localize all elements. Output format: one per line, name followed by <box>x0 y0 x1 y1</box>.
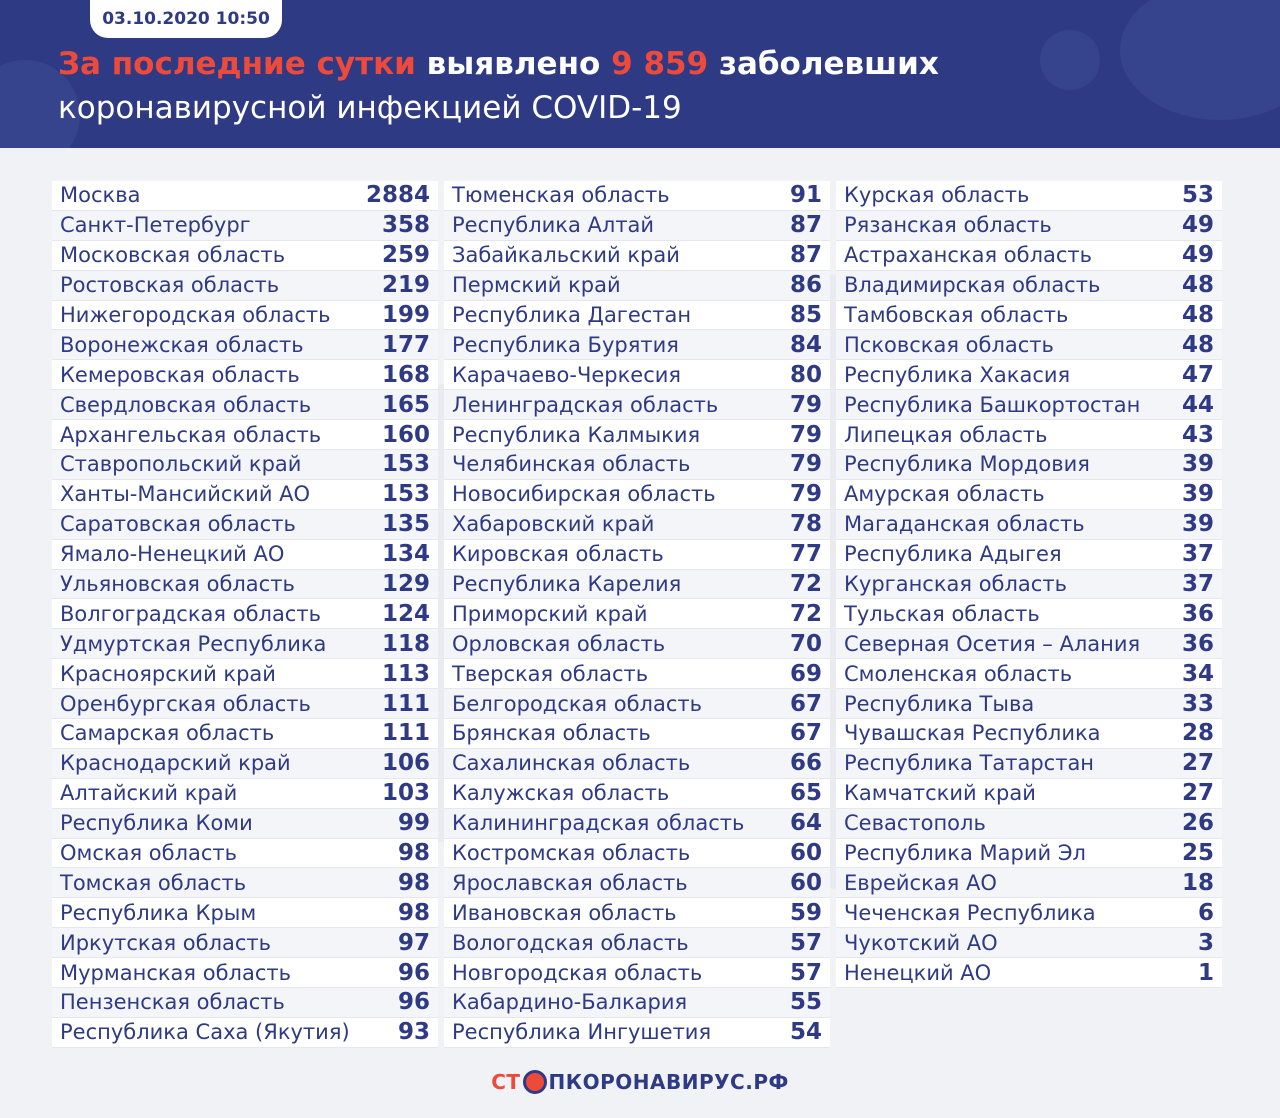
region-row <box>52 330 438 360</box>
region-count: 37 <box>1181 571 1214 598</box>
region-row <box>836 958 1222 988</box>
region-name: Курганская область <box>844 572 1067 597</box>
region-row <box>836 241 1222 271</box>
region-name: Белгородская область <box>452 691 702 716</box>
region-count: 55 <box>789 989 822 1016</box>
region-count: 47 <box>1181 361 1214 388</box>
region-row <box>836 868 1222 898</box>
region-name: Псковская область <box>844 332 1054 357</box>
region-name: Волгоградская область <box>60 601 321 626</box>
region-count: 97 <box>397 929 430 956</box>
region-count: 49 <box>1181 242 1214 269</box>
region-row <box>836 659 1222 689</box>
region-name: Республика Адыгея <box>844 542 1062 567</box>
virus-stop-icon <box>523 1070 547 1094</box>
region-count: 106 <box>381 750 430 777</box>
region-row <box>52 779 438 809</box>
logo-text-left: СТ <box>491 1070 521 1094</box>
region-name: Орловская область <box>452 631 666 656</box>
region-row <box>52 898 438 928</box>
region-count: 36 <box>1181 630 1214 657</box>
region-count: 48 <box>1181 331 1214 358</box>
region-name: Тверская область <box>452 661 649 686</box>
logo-text-right: ПКОРОНАВИРУС.РФ <box>548 1070 789 1094</box>
region-count: 57 <box>789 929 822 956</box>
region-count: 135 <box>381 511 430 538</box>
region-row <box>836 540 1222 570</box>
region-count: 153 <box>381 451 430 478</box>
region-name: Пензенская область <box>60 990 285 1015</box>
region-name: Республика Ингушетия <box>452 1020 712 1045</box>
region-count: 111 <box>381 720 430 747</box>
region-name: Томская область <box>60 870 247 895</box>
region-count: 2884 <box>365 182 430 209</box>
region-count: 165 <box>381 391 430 418</box>
region-name: Республика Тыва <box>844 691 1035 716</box>
region-row <box>52 689 438 719</box>
region-count: 79 <box>789 481 822 508</box>
region-row <box>444 510 830 540</box>
region-row <box>52 629 438 659</box>
region-name: Хабаровский край <box>452 512 655 537</box>
region-name: Алтайский край <box>60 781 238 806</box>
region-row <box>52 211 438 241</box>
region-name: Владимирская область <box>844 273 1101 298</box>
column-1 <box>52 181 438 1048</box>
region-count: 160 <box>381 421 430 448</box>
region-name: Ульяновская область <box>60 572 295 597</box>
region-row <box>444 659 830 689</box>
region-list <box>444 181 830 1048</box>
region-row <box>836 480 1222 510</box>
region-row <box>52 360 438 390</box>
region-count: 199 <box>381 302 430 328</box>
region-count: 87 <box>789 212 822 239</box>
region-count: 79 <box>789 421 822 448</box>
region-name: Смоленская область <box>844 661 1073 686</box>
region-row <box>52 599 438 629</box>
region-count: 64 <box>789 810 822 837</box>
region-row <box>52 719 438 749</box>
region-count: 103 <box>381 780 430 807</box>
region-name: Ивановская область <box>452 900 677 925</box>
region-row <box>444 928 830 958</box>
region-name: Омская область <box>60 841 238 866</box>
region-row <box>836 719 1222 749</box>
region-count: 48 <box>1181 302 1214 328</box>
region-name: Кировская область <box>452 542 664 567</box>
region-name: Самарская область <box>60 721 275 746</box>
region-count: 177 <box>381 331 430 358</box>
region-count: 99 <box>397 810 430 837</box>
region-row <box>444 301 830 331</box>
region-name: Чукотский АО <box>844 930 998 955</box>
region-name: Ханты-Мансийский АО <box>60 482 311 507</box>
region-row <box>836 779 1222 809</box>
region-row <box>444 689 830 719</box>
region-row <box>444 1018 830 1048</box>
region-count: 49 <box>1181 212 1214 239</box>
region-row <box>444 898 830 928</box>
region-count: 66 <box>789 750 822 777</box>
region-count: 70 <box>789 630 822 657</box>
headline-mid: выявлено <box>415 46 612 82</box>
region-name: Тамбовская область <box>844 303 1069 327</box>
region-row <box>836 181 1222 211</box>
region-count: 84 <box>789 331 822 358</box>
region-count: 98 <box>397 869 430 896</box>
region-row <box>52 420 438 450</box>
region-row <box>836 330 1222 360</box>
region-row <box>444 271 830 301</box>
region-count: 98 <box>397 899 430 926</box>
region-row <box>444 719 830 749</box>
region-count: 168 <box>381 361 430 388</box>
region-name: Республика Саха (Якутия) <box>60 1020 350 1045</box>
region-name: Курская область <box>844 183 1030 208</box>
region-name: Республика Башкортостан <box>844 392 1141 417</box>
region-row <box>836 420 1222 450</box>
region-name: Краснодарский край <box>60 751 291 776</box>
region-name: Новгородская область <box>452 960 703 985</box>
region-row <box>836 839 1222 869</box>
region-name: Забайкальский край <box>452 243 680 268</box>
headline-count: 9 859 <box>611 46 709 82</box>
region-row <box>444 779 830 809</box>
region-name: Республика Карелия <box>452 572 682 597</box>
region-count: 53 <box>1181 182 1214 209</box>
region-name: Карачаево-Черкесия <box>452 362 682 387</box>
region-name: Чеченская Республика <box>844 900 1096 925</box>
header-banner <box>0 0 1280 148</box>
region-count: 54 <box>789 1019 822 1046</box>
region-count: 358 <box>381 212 430 239</box>
region-count: 78 <box>789 511 822 538</box>
headline-end: заболевших <box>708 46 939 82</box>
region-count: 34 <box>1181 660 1214 687</box>
region-row <box>52 241 438 271</box>
region-name: Ямало-Ненецкий АО <box>60 542 285 567</box>
region-row <box>52 181 438 211</box>
region-row <box>444 480 830 510</box>
region-name: Республика Татарстан <box>844 751 1095 776</box>
region-row <box>444 749 830 779</box>
region-row <box>836 689 1222 719</box>
region-count: 72 <box>789 571 822 598</box>
column-2 <box>444 181 830 1048</box>
region-count: 43 <box>1181 421 1214 448</box>
region-row <box>52 928 438 958</box>
region-row <box>52 809 438 839</box>
region-count: 219 <box>381 272 430 299</box>
region-count: 259 <box>381 242 430 269</box>
region-name: Свердловская область <box>60 392 312 417</box>
region-name: Ненецкий АО <box>844 960 992 985</box>
region-row <box>52 480 438 510</box>
region-count: 86 <box>789 272 822 299</box>
region-row <box>52 839 438 869</box>
region-row <box>444 450 830 480</box>
region-name: Архангельская область <box>60 422 322 447</box>
region-count: 79 <box>789 391 822 418</box>
headline-red: За последние сутки <box>58 46 416 82</box>
region-count: 1 <box>1197 959 1214 986</box>
region-count: 98 <box>397 840 430 867</box>
region-name: Мурманская область <box>60 960 291 985</box>
region-count: 67 <box>789 690 822 717</box>
region-name: Тульская область <box>844 601 1040 626</box>
region-name: Ростовская область <box>60 273 280 298</box>
region-name: Саратовская область <box>60 512 296 537</box>
region-row <box>52 988 438 1018</box>
region-count: 33 <box>1181 690 1214 717</box>
region-name: Тюменская область <box>452 183 670 208</box>
region-name: Челябинская область <box>452 452 691 477</box>
region-row <box>52 301 438 331</box>
region-name: Камчатский край <box>844 781 1036 806</box>
region-count: 153 <box>381 481 430 508</box>
region-count: 59 <box>789 899 822 926</box>
region-name: Новосибирская область <box>452 482 716 507</box>
region-row <box>444 570 830 600</box>
region-row <box>836 928 1222 958</box>
region-name: Иркутская область <box>60 930 272 955</box>
region-row <box>52 958 438 988</box>
region-count: 72 <box>789 600 822 627</box>
region-row <box>52 390 438 420</box>
region-row <box>836 450 1222 480</box>
region-name: Республика Мордовия <box>844 452 1090 477</box>
region-row <box>444 958 830 988</box>
region-row <box>52 570 438 600</box>
region-count: 39 <box>1181 451 1214 478</box>
region-row <box>836 809 1222 839</box>
region-count: 44 <box>1181 391 1214 418</box>
region-name: Ставропольский край <box>60 452 302 477</box>
region-name: Республика Бурятия <box>452 332 679 357</box>
region-row <box>444 390 830 420</box>
region-row <box>836 390 1222 420</box>
region-row <box>836 749 1222 779</box>
region-row <box>444 330 830 360</box>
region-name: Москва <box>60 183 141 208</box>
region-row <box>444 629 830 659</box>
region-list <box>836 181 1222 988</box>
headline <box>58 42 1158 130</box>
region-count: 37 <box>1181 541 1214 568</box>
region-name: Севастополь <box>844 811 986 836</box>
region-row <box>836 211 1222 241</box>
region-count: 36 <box>1181 600 1214 627</box>
region-count: 69 <box>789 660 822 687</box>
region-count: 3 <box>1197 929 1214 956</box>
region-row <box>52 271 438 301</box>
region-name: Пермский край <box>452 273 621 298</box>
region-count: 111 <box>381 690 430 717</box>
region-count: 28 <box>1181 720 1214 747</box>
region-count: 80 <box>789 361 822 388</box>
region-row <box>52 450 438 480</box>
region-count: 93 <box>397 1019 430 1046</box>
region-name: Нижегородская область <box>60 303 331 327</box>
region-name: Республика Коми <box>60 811 253 836</box>
region-row <box>444 599 830 629</box>
region-count: 60 <box>789 840 822 867</box>
region-name: Воронежская область <box>60 332 304 357</box>
region-row <box>444 360 830 390</box>
region-row <box>444 839 830 869</box>
region-name: Северная Осетия – Алания <box>844 631 1141 656</box>
region-row <box>836 510 1222 540</box>
region-name: Республика Крым <box>60 900 257 925</box>
region-name: Ленинградская область <box>452 392 719 417</box>
region-count: 96 <box>397 959 430 986</box>
region-name: Ярославская область <box>452 870 688 895</box>
region-count: 27 <box>1181 780 1214 807</box>
region-count: 96 <box>397 989 430 1016</box>
region-name: Республика Калмыкия <box>452 422 701 447</box>
region-row <box>444 809 830 839</box>
region-row <box>836 360 1222 390</box>
region-name: Калининградская область <box>452 811 745 836</box>
region-row <box>52 749 438 779</box>
column-3 <box>836 181 1222 988</box>
region-row <box>52 540 438 570</box>
region-name: Красноярский край <box>60 661 276 686</box>
region-name: Костромская область <box>452 841 691 866</box>
region-count: 118 <box>381 630 430 657</box>
region-row <box>444 420 830 450</box>
region-count: 129 <box>381 571 430 598</box>
region-row <box>444 988 830 1018</box>
region-row <box>836 629 1222 659</box>
date-badge: 03.10.2020 10:50 <box>90 0 282 38</box>
region-name: Магаданская область <box>844 512 1085 537</box>
region-name: Кемеровская область <box>60 362 300 387</box>
region-count: 77 <box>789 541 822 568</box>
region-list <box>52 181 438 1048</box>
region-row <box>444 241 830 271</box>
region-name: Чувашская Республика <box>844 721 1101 746</box>
footer-logo <box>0 1062 1280 1102</box>
region-row <box>836 599 1222 629</box>
region-name: Калужская область <box>452 781 670 806</box>
region-name: Рязанская область <box>844 213 1052 238</box>
region-row <box>52 659 438 689</box>
region-count: 65 <box>789 780 822 807</box>
region-row <box>444 181 830 211</box>
region-count: 85 <box>789 302 822 328</box>
region-row <box>444 540 830 570</box>
region-row <box>52 868 438 898</box>
region-count: 39 <box>1181 481 1214 508</box>
region-count: 39 <box>1181 511 1214 538</box>
region-name: Вологодская область <box>452 930 689 955</box>
region-count: 27 <box>1181 750 1214 777</box>
region-count: 67 <box>789 720 822 747</box>
region-row <box>836 301 1222 331</box>
region-name: Оренбургская область <box>60 691 311 716</box>
region-row <box>444 868 830 898</box>
region-count: 57 <box>789 959 822 986</box>
region-count: 26 <box>1181 810 1214 837</box>
region-count: 79 <box>789 451 822 478</box>
region-count: 48 <box>1181 272 1214 299</box>
region-name: Приморский край <box>452 601 648 626</box>
region-name: Республика Алтай <box>452 213 655 238</box>
region-name: Удмуртская Республика <box>60 631 327 656</box>
region-name: Астраханская область <box>844 243 1093 268</box>
region-name: Кабардино-Балкария <box>452 990 688 1015</box>
region-count: 124 <box>381 600 430 627</box>
region-name: Санкт-Петербург <box>60 213 251 238</box>
region-row <box>836 570 1222 600</box>
region-row <box>52 1018 438 1048</box>
region-row <box>444 211 830 241</box>
region-count: 91 <box>789 182 822 209</box>
region-name: Сахалинская область <box>452 751 691 776</box>
region-count: 25 <box>1181 840 1214 867</box>
region-row <box>52 510 438 540</box>
region-count: 60 <box>789 869 822 896</box>
region-name: Амурская область <box>844 482 1045 507</box>
region-name: Республика Дагестан <box>452 303 692 327</box>
region-name: Еврейская АО <box>844 870 997 895</box>
region-count: 134 <box>381 541 430 568</box>
region-name: Липецкая область <box>844 422 1048 447</box>
region-row <box>836 898 1222 928</box>
region-count: 87 <box>789 242 822 269</box>
region-count: 18 <box>1181 869 1214 896</box>
region-name: Республика Марий Эл <box>844 841 1086 866</box>
region-name: Московская область <box>60 243 286 268</box>
headline-line2: коронавирусной инфекцией COVID-19 <box>58 90 682 126</box>
region-count: 6 <box>1197 899 1214 926</box>
region-row <box>836 271 1222 301</box>
region-name: Республика Хакасия <box>844 362 1071 387</box>
region-name: Брянская область <box>452 721 651 746</box>
region-count: 113 <box>381 660 430 687</box>
